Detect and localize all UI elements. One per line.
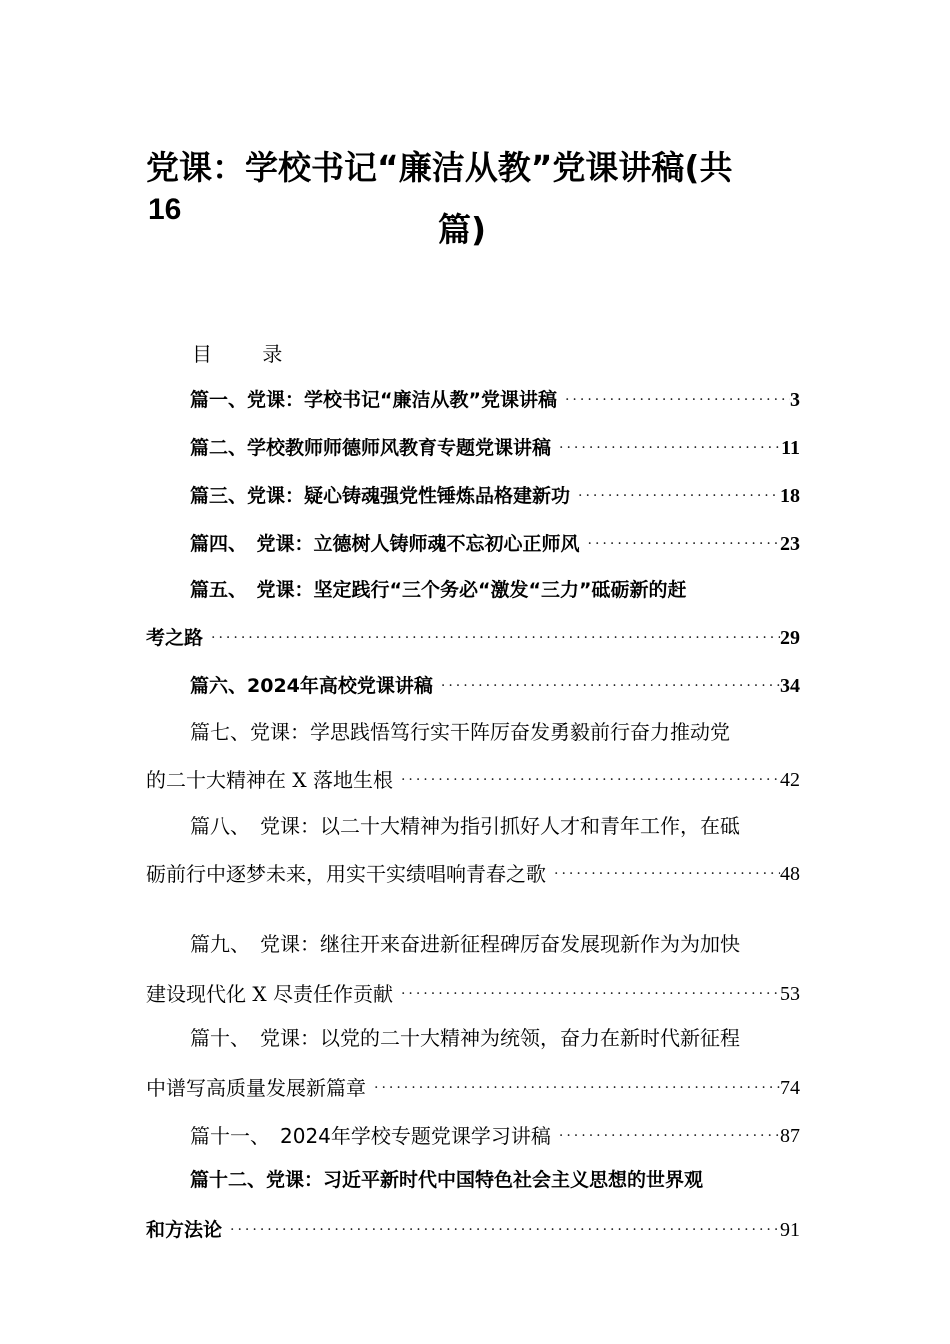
toc-entry-text: 篇二、学校教师师德师风教育专题党课讲稿 bbox=[190, 437, 552, 459]
toc-entry-text: 考之路 bbox=[146, 627, 204, 649]
toc-heading: 目 录 bbox=[192, 342, 305, 366]
toc-entry-8[interactable] bbox=[146, 858, 800, 888]
toc-entry-text: 砺前行中逐梦未来，用实干实绩唱响青春之歌 bbox=[146, 862, 546, 886]
document-title-line1: 党课：学校书记“廉洁从教”党课讲稿(共 bbox=[146, 148, 733, 187]
toc-entry-5-line1[interactable]: 篇五、 党课：坚定践行“三个务必“激发“三力”砥砺新的赶 bbox=[190, 579, 687, 601]
toc-page-number: 48 bbox=[780, 863, 800, 885]
toc-entry-3[interactable] bbox=[146, 480, 800, 510]
document-title-line2: 16 bbox=[148, 193, 182, 226]
toc-entry-9[interactable] bbox=[146, 978, 800, 1008]
toc-entry-text: 篇十一、 2024年学校专题党课学习讲稿 bbox=[190, 1124, 551, 1148]
toc-leader bbox=[366, 1070, 780, 1102]
toc-page-number: 87 bbox=[780, 1125, 800, 1147]
toc-leader bbox=[551, 1118, 780, 1150]
toc-entry-text: 篇三、党课：疑心铸魂强党性锤炼品格建新功 bbox=[190, 485, 571, 507]
toc-entry-text: 的二十大精神在 X 落地生根 bbox=[146, 768, 393, 792]
toc-leader bbox=[546, 856, 780, 888]
toc-page-number: 42 bbox=[780, 769, 800, 791]
toc-entry-12-line1[interactable]: 篇十二、党课：习近平新时代中国特色社会主义思想的世界观 bbox=[190, 1169, 704, 1191]
toc-entry-6[interactable] bbox=[146, 670, 800, 700]
toc-entry-text: 篇一、党课：学校书记“廉洁从教”党课讲稿 bbox=[190, 389, 557, 411]
toc-entry-4[interactable] bbox=[146, 528, 800, 558]
toc-leader bbox=[433, 668, 780, 700]
toc-leader bbox=[393, 762, 780, 794]
toc-entry-10[interactable] bbox=[146, 1072, 800, 1102]
toc-page-number: 11 bbox=[781, 437, 800, 459]
toc-entry-text: 建设现代化 X 尽责任作贡献 bbox=[146, 982, 393, 1006]
toc-leader bbox=[393, 976, 780, 1008]
toc-leader bbox=[203, 620, 780, 652]
toc-entry-7[interactable] bbox=[146, 764, 800, 794]
toc-entry-12[interactable] bbox=[146, 1214, 800, 1244]
toc-entry-8-line1[interactable]: 篇八、 党课：以二十大精神为指引抓好人才和青年工作，在砥 bbox=[190, 814, 740, 838]
toc-entry-7-line1[interactable]: 篇七、党课：学思践悟笃行实干阵厉奋发勇毅前行奋力推动党 bbox=[190, 720, 730, 744]
toc-entry-text: 篇六、2024年高校党课讲稿 bbox=[190, 675, 433, 697]
toc-page-number: 74 bbox=[780, 1077, 800, 1099]
toc-entry-9-line1[interactable]: 篇九、 党课：继往开来奋进新征程碑厉奋发展现新作为为加快 bbox=[190, 932, 740, 956]
toc-leader bbox=[557, 382, 790, 414]
toc-page-number: 91 bbox=[780, 1219, 800, 1241]
toc-page-number: 34 bbox=[780, 675, 800, 697]
toc-entry-10-line1[interactable]: 篇十、 党课：以党的二十大精神为统领，奋力在新时代新征程 bbox=[190, 1026, 740, 1050]
toc-leader bbox=[222, 1212, 780, 1244]
toc-entry-2[interactable] bbox=[146, 432, 800, 462]
toc-page-number: 53 bbox=[780, 983, 800, 1005]
toc-leader bbox=[580, 526, 780, 558]
toc-leader bbox=[551, 430, 781, 462]
toc-entry-1[interactable] bbox=[146, 384, 800, 414]
toc-entry-text: 篇四、 党课：立德树人铸师魂不忘初心正师风 bbox=[190, 533, 580, 555]
toc-entry-5[interactable] bbox=[146, 622, 800, 652]
toc-page-number: 3 bbox=[790, 389, 800, 411]
toc-leader bbox=[570, 478, 780, 510]
toc-page-number: 18 bbox=[780, 485, 800, 507]
toc-entry-text: 和方法论 bbox=[146, 1219, 223, 1241]
toc-page-number: 29 bbox=[780, 627, 800, 649]
document-title-line3: 篇) bbox=[438, 210, 487, 249]
toc-page-number: 23 bbox=[780, 533, 800, 555]
toc-entry-11[interactable] bbox=[146, 1120, 800, 1150]
toc-entry-text: 中谱写高质量发展新篇章 bbox=[146, 1076, 366, 1100]
